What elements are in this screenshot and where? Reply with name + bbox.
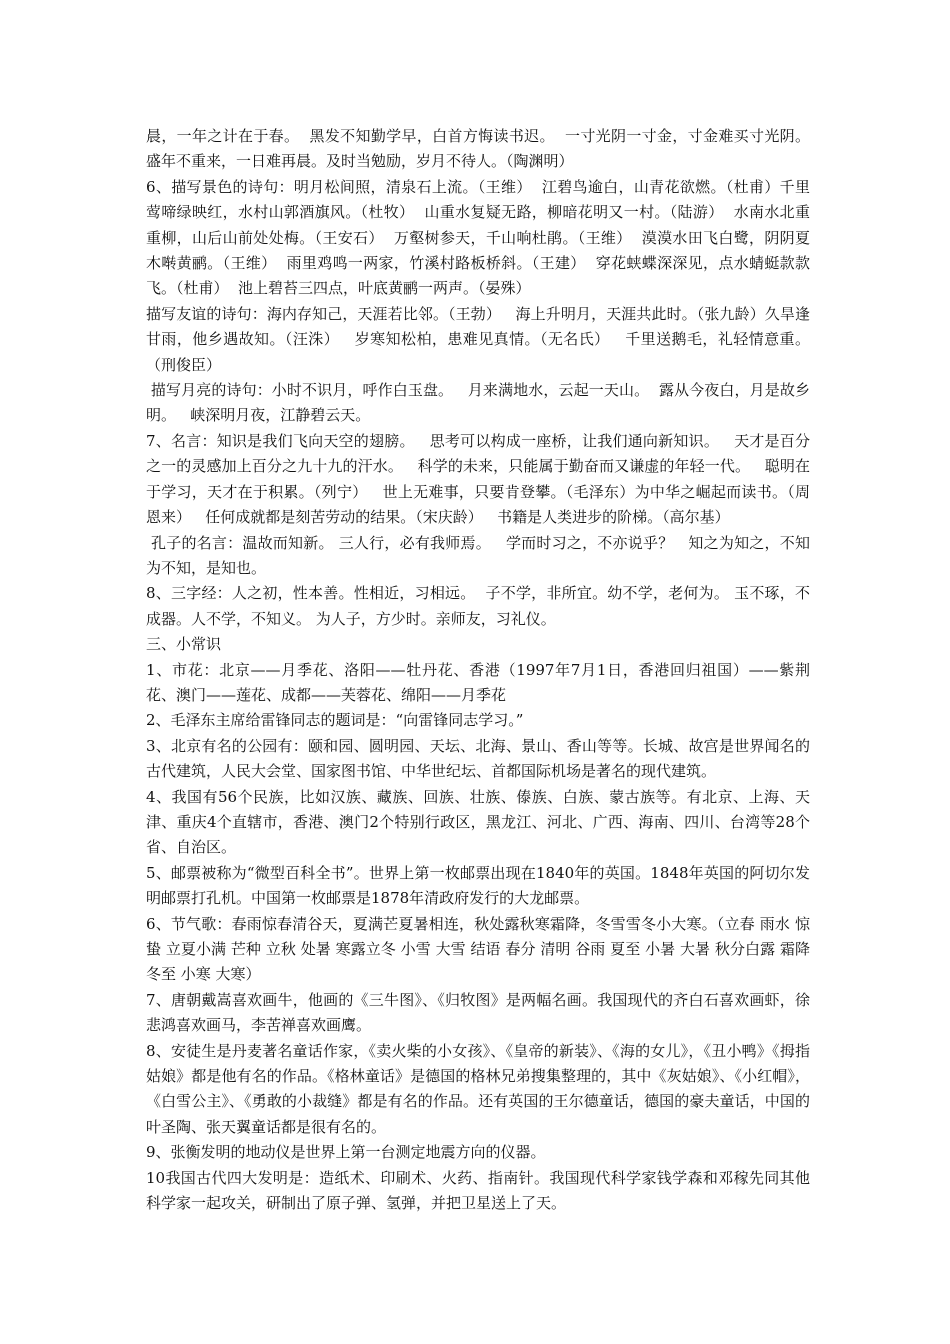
paragraph-city-flowers: 1、市花：北京——月季花、洛阳——牡丹花、香港（1997年7月1日，香港回归祖国）——紫荆花、澳门——莲花、成都——芙蓉花、绵阳——月季花 <box>146 660 810 704</box>
paragraph-confucius-quotes: 孔子的名言：温故而知新。 三人行，必有我师焉。 学而时习之，不亦说乎？ 知之为知之，不知为不知，是知也。 <box>146 533 810 577</box>
section-heading-common-knowledge: 三、小常识 <box>146 635 222 654</box>
paragraph-painters: 7、唐朝戴嵩喜欢画牛，他画的《三牛图》、《归牧图》是两幅名画。我国现代的齐白石喜欢画虾，徐悲鸿喜欢画马，李苦禅喜欢画鹰。 <box>146 990 810 1035</box>
paragraph-seismograph: 9、张衡发明的地动仪是世界上第一台测定地震方向的仪器。 <box>146 1143 546 1162</box>
paragraph-scenery-poems: 6、描写景色的诗句：明月松间照，清泉石上流。（王维） 江碧鸟逾白，山青花欲燃。（杜甫）千里莺啼绿映红，水村山郭酒旗风。（杜牧） 山重水复疑无路，柳暗花明又一村。（陆游） 水南水北重重柳，山后山前处处梅。（王安石） 万壑树参天，千山响杜鹃。（王维） 漠漠水田飞白鹭，阴阴夏木啭黄鹂。（王维） 雨里鸡鸣一两家，竹溪村路板桥斜。（王建） 穿花蛱蝶深深见，点水蜻蜓款款飞。（杜甫） 池上碧苔三四点，叶底黄鹂一两声。（晏殊） <box>146 177 810 298</box>
paragraph-four-inventions: 10我国古代四大发明是：造纸术、印刷术、火药、指南针。我国现代科学家钱学森和邓稼先同其他科学家一起攻关，研制出了原子弹、氢弹，并把卫星送上了天。 <box>146 1168 810 1213</box>
paragraph-lei-feng: 2、毛泽东主席给雷锋同志的题词是：“向雷锋同志学习。” <box>146 711 524 730</box>
paragraph-famous-quotes: 7、名言：知识是我们飞向天空的翅膀。 思考可以构成一座桥，让我们通向新知识。 天才是百分之一的灵感加上百分之九十九的汗水。 科学的未来，只能属于勤奋而又谦虚的年轻一代。 聪明在于学习，天才在于积累。（列宁） 世上无难事，只要肯登攀。（毛泽东）为中华之崛起而读书。（周恩来） 任何成就都是刻苦劳动的结果。（宋庆龄） 书籍是人类进步的阶梯。（高尔基） <box>146 431 810 527</box>
paragraph-three-character-classic: 8、三字经：人之初，性本善。性相近，习相远。 子不学，非所宜。幼不学，老何为。 玉不琢，不成器。人不学，不知义。 为人子，方少时。亲师友，习礼仪。 <box>146 584 810 628</box>
paragraph-beijing-parks: 3、北京有名的公园有：颐和园、圆明园、天坛、北海、景山、香山等等。长城、故宫是世界闻名的古代建筑，人民大会堂、国家图书馆、中华世纪坛、首都国际机场是著名的现代建筑。 <box>146 736 810 781</box>
paragraph-fairy-tales: 8、安徒生是丹麦著名童话作家，《卖火柴的小女孩》、《皇帝的新装》、《海的女儿》，《丑小鸭》《拇指姑娘》都是他有名的作品。《格林童话》是德国的格林兄弟搜集整理的，其中《灰姑娘》、《小红帽》，《白雪公主》、《勇敢的小裁缝》都是有名的作品。还有英国的王尔德童话，德国的豪夫童话，中国的叶圣陶、张天翼童话都是很有名的。 <box>146 1041 810 1136</box>
paragraph-moon-poems: 描写月亮的诗句：小时不识月，呼作白玉盘。 月来满地水，云起一天山。 露从今夜白，月是故乡明。 峡深明月夜，江静碧云天。 <box>146 381 810 425</box>
paragraph-stamps: 5、邮票被称为“微型百科全书”。世界上第一枚邮票出现在1840年的英国。1848年英国的阿切尔发明邮票打孔机。中国第一枚邮票是1878年清政府发行的大龙邮票。 <box>146 863 810 908</box>
document-body <box>146 124 820 1216</box>
paragraph-ethnic-groups: 4、我国有56个民族，比如汉族、藏族、回族、壮族、傣族、白族、蒙古族等。有北京、上海、天津、重庆4个直辖市，香港、澳门2个特别行政区，黑龙江、河北、广西、海南、四川、台湾等28个省、自治区。 <box>146 787 810 857</box>
paragraph-solar-terms: 6、节气歌：春雨惊春清谷天，夏满芒夏暑相连，秋处露秋寒霜降，冬雪雪冬小大寒。（立春 雨水 惊蛰 立夏小满 芒种 立秋 处暑 寒露立冬 小雪 大雪 结语 春分 清明 谷雨 夏至 小暑 大暑 秋分白露 霜降 冬至 小寒 大寒） <box>146 914 815 984</box>
paragraph-time-proverbs: 晨，一年之计在于春。 黑发不知勤学早，白首方悔读书迟。 一寸光阴一寸金，寸金难买寸光阴。 盛年不重来，一日难再晨。及时当勉励，岁月不待人。（陶渊明） <box>146 127 820 171</box>
paragraph-friendship-poems: 描写友谊的诗句：海内存知己，天涯若比邻。（王勃） 海上升明月，天涯共此时。（张九龄）久旱逢甘雨，他乡遇故知。（汪洙） 岁寒知松柏，患难见真情。（无名氏） 千里送鹅毛，礼轻情意重。（刑俊臣） <box>146 304 810 374</box>
